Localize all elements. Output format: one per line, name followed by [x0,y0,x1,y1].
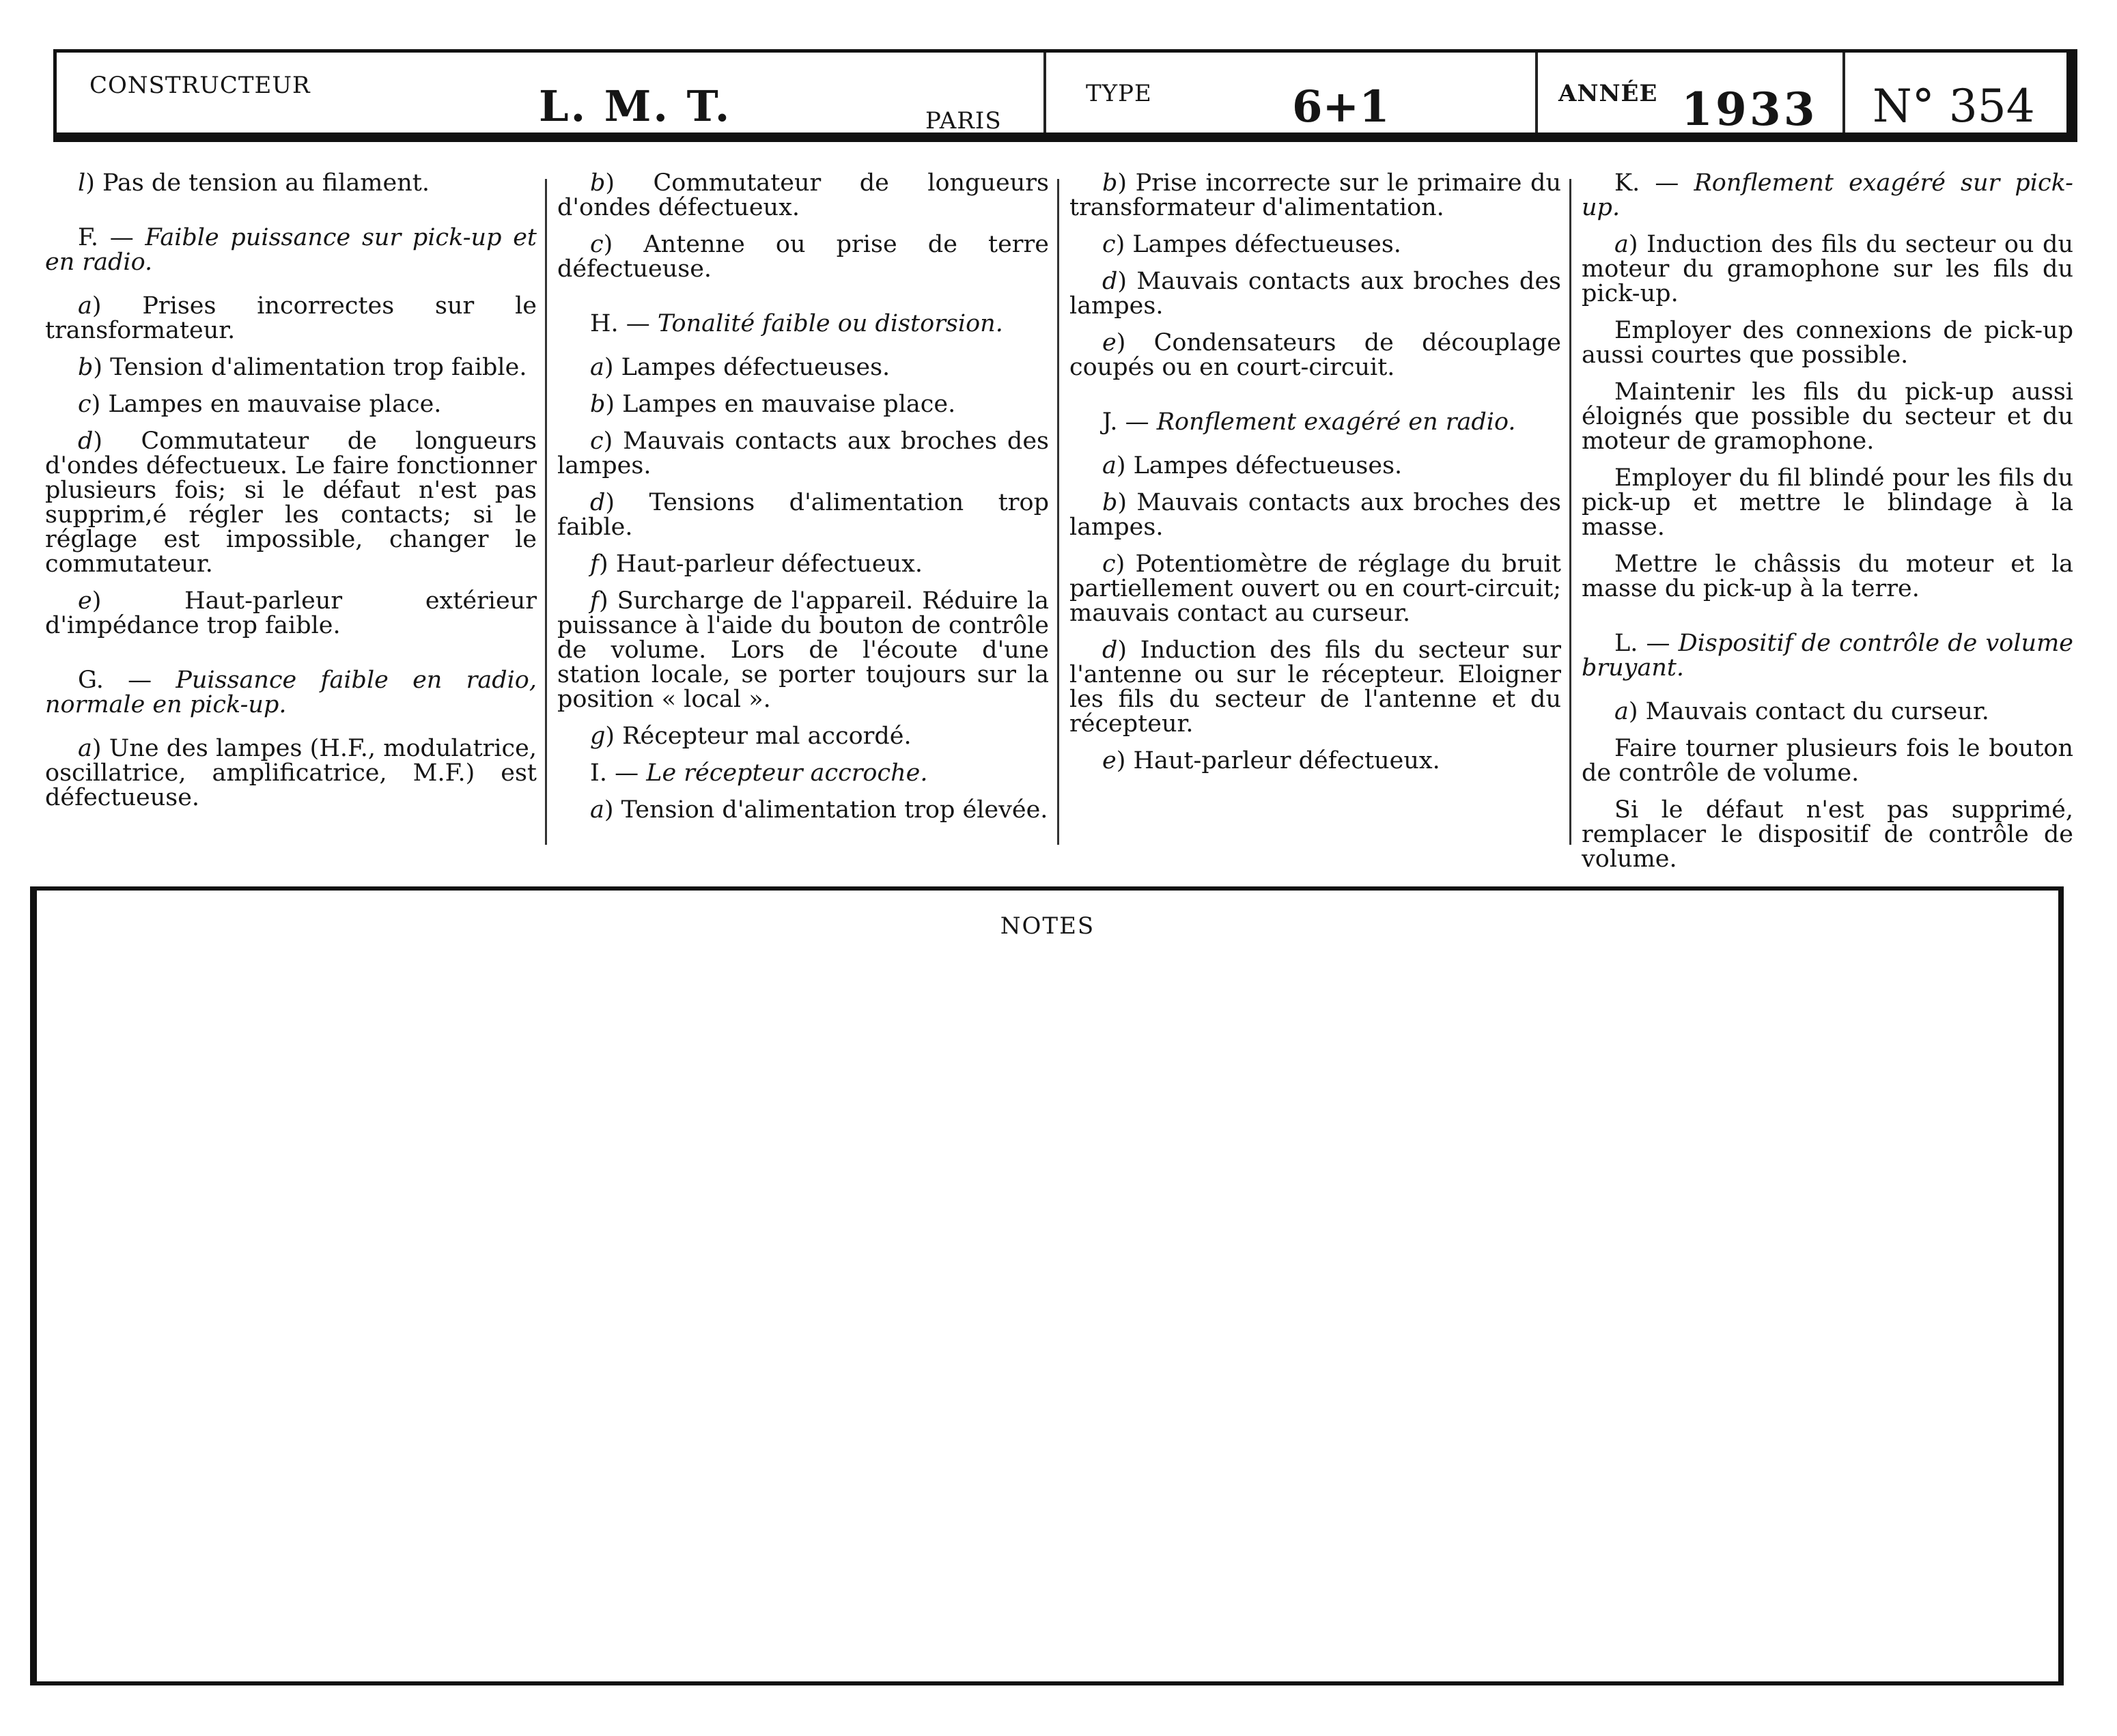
section-heading: K. — Ronflement exagéré sur pick-up. [1582,169,2073,221]
column-divider [1569,179,1571,845]
section-heading: L. — Dispositif de contrôle de volume bruyant. [1582,630,2073,682]
paragraph: g) Récepteur mal accordé. [590,723,912,750]
paragraph: e) Haut-parleur extérieur d'impédance trop faible. [45,587,537,639]
text-column-4 [1582,169,2073,873]
annee-cell [1535,53,1845,136]
paragraph: Employer des connexions de pick-up aussi courtes que possible. [1582,317,2073,369]
constructeur-cell [57,53,1043,135]
paragraph: l) Pas de tension au filament. [78,169,430,197]
text-column-1 [45,171,537,854]
paragraph: e) Condensateurs de découplage coupés ou en court-circuit. [1069,329,1561,381]
paragraph: d) Induction des fils du secteur sur l'antenne ou sur le récepteur. Eloigner les fils du secteur de l'antenne et du récepteur. [1069,636,1561,738]
paragraph: d) Mauvais contacts aux broches des lampes. [1069,268,1561,320]
section-heading: G. — Puissance faible en radio, normale en pick-up. [45,667,537,718]
paragraph: Si le défaut n'est pas supprimé, remplacer le dispositif de contrôle de volume. [1582,796,2073,873]
paragraph: c) Mauvais contacts aux broches des lampes. [557,428,1049,479]
paragraph: d) Commutateur de longueurs d'ondes défectueux. Le faire fonctionner plusieurs fois; si le défaut n'est pas supprim,é régler les contacts; si le réglage est impossible, changer le commutateur. [45,428,537,578]
paragraph: b) Prise incorrecte sur le primaire du transformateur d'alimentation. [1069,169,1561,221]
paragraph: a) Mauvais contact du curseur. [1614,698,1989,725]
section-heading: F. — Faible puissance sur pick-up et en radio. [45,224,537,276]
paragraph: Mettre le châssis du moteur et la masse du pick-up à la terre. [1582,550,2073,602]
numero-cell [1842,53,2073,132]
paragraph: a) Lampes défectueuses. [590,354,891,381]
paragraph: e) Haut-parleur défectueux. [1102,747,1440,774]
city-value: PARIS [925,107,1002,135]
paragraph: a) Lampes défectueuses. [1102,452,1403,479]
column-divider [1057,179,1059,845]
paragraph: b) Commutateur de longueurs d'ondes défectueux. [557,169,1049,221]
paragraph: a) Prises incorrectes sur le transformateur. [45,292,537,344]
paragraph: a) Une des lampes (H.F., modulatrice, oscillatrice, amplificatrice, M.F.) est défectueuse. [45,735,537,811]
section-heading: H. — Tonalité faible ou distorsion. [590,310,1003,337]
text-column-3 [1069,171,1561,854]
paragraph: b) Tension d'alimentation trop faible. [78,354,527,381]
paragraph: a) Tension d'alimentation trop élevée. [590,796,1048,824]
paragraph: b) Mauvais contacts aux broches des lampes. [1069,489,1561,541]
constructeur-label: CONSTRUCTEUR [89,72,311,99]
numero-value: N° 354 [1873,80,2035,132]
text-column-2 [557,171,1049,854]
paragraph: Maintenir les fils du pick-up aussi éloignés que possible du secteur et du moteur de gramophone. [1582,378,2073,455]
section-heading: J. — Ronflement exagéré en radio. [1102,408,1516,436]
paragraph: c) Lampes défectueuses. [1102,231,1401,258]
notes-box [30,886,2064,1685]
paragraph: a) Induction des fils du secteur ou du moteur du gramophone sur les fils du pick-up. [1582,231,2073,307]
paragraph: b) Lampes en mauvaise place. [590,391,956,418]
notes-title: NOTES [1000,912,1095,940]
paragraph: c) Potentiomètre de réglage du bruit partiellement ouvert ou en court-circuit; mauvais contact au curseur. [1069,550,1561,627]
header-table [53,49,2077,142]
paragraph: c) Antenne ou prise de terre défectueuse. [557,231,1049,283]
paragraph: f) Haut-parleur défectueux. [590,550,923,578]
paragraph: Employer du fil blindé pour les fils du pick-up et mettre le blindage à la masse. [1582,464,2073,541]
type-value: 6+1 [1292,81,1390,132]
paragraph: c) Lampes en mauvaise place. [78,391,442,418]
type-label: TYPE [1086,80,1152,107]
paragraph: f) Surcharge de l'appareil. Réduire la puissance à l'aide du bouton de contrôle de volume. Lors de l'écoute d'une station locale, se porter toujours sur la position « local ». [557,587,1049,713]
type-cell [1043,53,1538,132]
column-divider [545,179,547,845]
constructeur-value: L. M. T. [539,81,732,131]
paragraph: Faire tourner plusieurs fois le bouton de contrôle de volume. [1582,735,2073,787]
paragraph: I. — Le récepteur accroche. [590,759,928,787]
annee-label: ANNÉE [1558,80,1658,107]
paragraph: d) Tensions d'alimentation trop faible. [557,489,1049,541]
annee-value: 1933 [1681,83,1818,136]
